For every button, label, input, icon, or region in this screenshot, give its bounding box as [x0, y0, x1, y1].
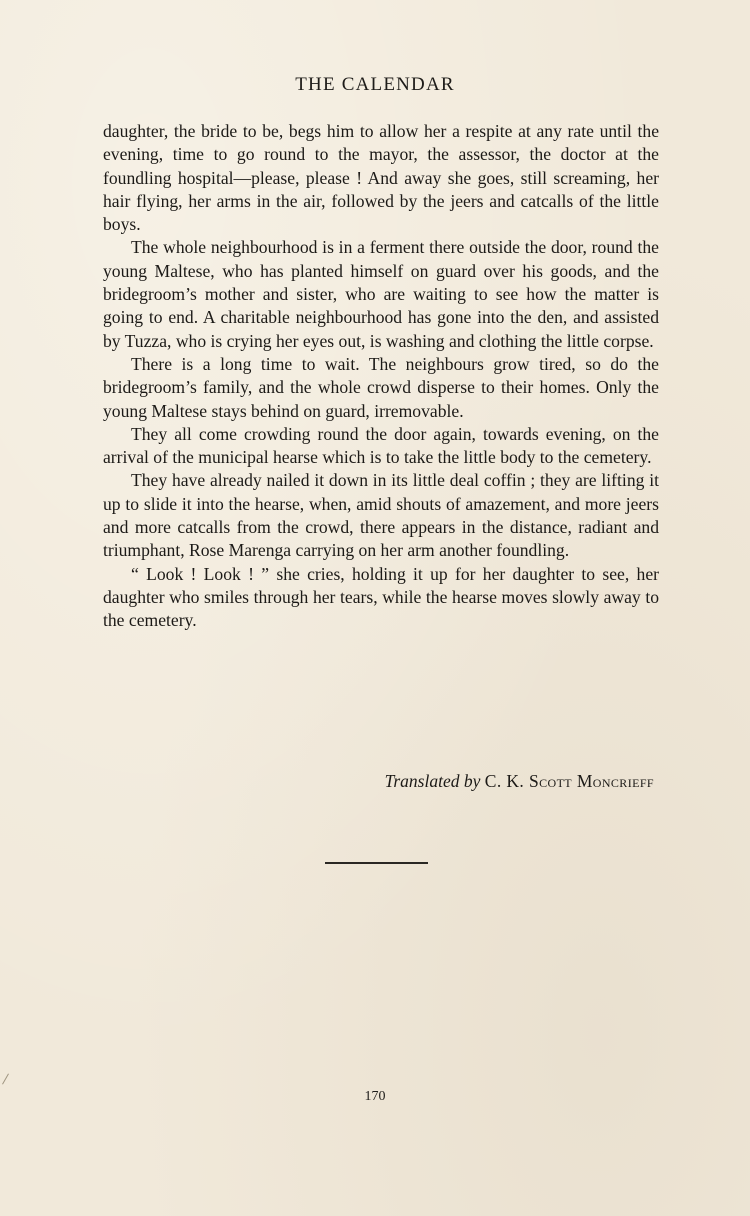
translator-name: C. K. Scott Moncrieff: [484, 771, 654, 791]
page-number: 170: [364, 1089, 386, 1104]
paragraph-3: There is a long time to wait. The neighbours grow tired, so do the bridegroom’s family, and the whole crowd disperse to their homes. Only the young Maltese stays behind on guard, irremovable.: [103, 353, 659, 421]
paragraph-4: They all come crowding round the door again, towards evening, on the arrival of the municipal hearse which is to take the little body to the cemetery.: [103, 423, 659, 468]
credit-prefix: Translated by: [384, 771, 481, 791]
paragraph-2: The whole neighbourhood is in a ferment there outside the door, round the young Maltese, who has planted himself on guard over his goods, and the bridegroom’s mother and sister, who are waiting to see how the matter is going to end. A charitable neighbourhood has gone into the den, and assisted by Tuzza, who is crying her eyes out, is washing and clothing the little corpse.: [103, 237, 659, 351]
paragraph-6: “ Look ! Look ! ” she cries, holding it up for her daughter to see, her daughter who smiles through her tears, while the hearse moves slowly away to the cemetery.: [103, 563, 659, 631]
translator-credit: [385, 771, 654, 792]
paper-speck: [2, 1074, 9, 1085]
running-title: THE CALENDAR: [295, 74, 455, 95]
body-text: [103, 120, 659, 633]
paragraph-5: They have already nailed it down in its little deal coffin ; they are lifting it up to slide it into the hearse, when, amid shouts of amazement, and more jeers and more catcalls from the crowd, there appears in the distance, radiant and triumphant, Rose Marenga carrying on her arm another foundling.: [103, 470, 659, 561]
end-rule: [325, 862, 428, 864]
paragraph-1: daughter, the bride to be, begs him to allow her a respite at any rate until the evening, time to go round to the mayor, the assessor, the doctor at the foundling hospital—please, please ! And away she goes, still screaming, her hair flying, her arms in the air, followed by the jeers and catcalls of the little boys.: [103, 121, 659, 235]
